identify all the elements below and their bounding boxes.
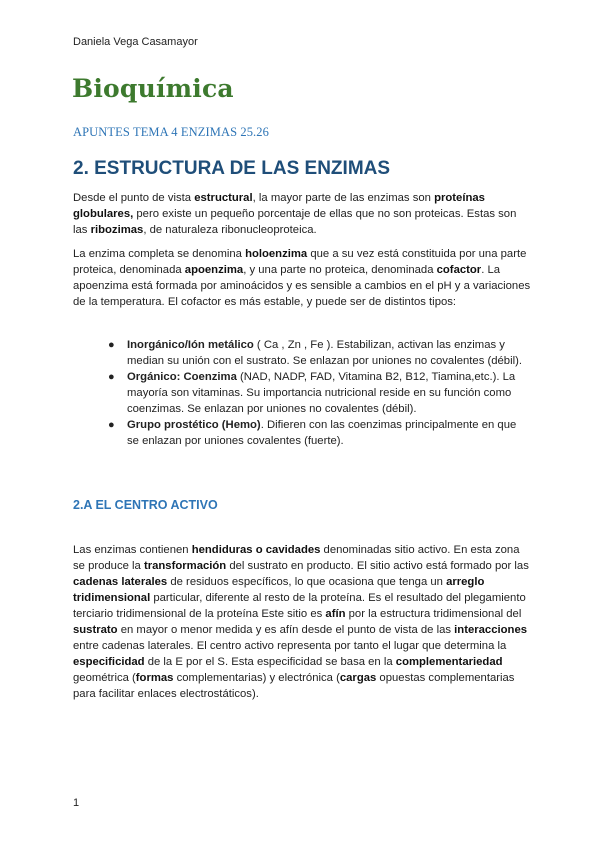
section-heading: 2. ESTRUCTURA DE LAS ENZIMAS <box>73 158 391 179</box>
text-run: denominadas sitio activo. En esta zona se produce la <box>73 544 520 573</box>
text-run: de la E por el S. Esta especificidad se basa en la <box>144 656 396 669</box>
text-run: . La apoenzima está formada por aminoácidos y es sensible a cambios en el pH y a variaciones de la temperatura. El cofactor es más estable, y puede ser de distintos tipos: <box>73 264 531 309</box>
bold-term: especificidad <box>73 656 145 669</box>
text-run: complementarias) y electrónica ( <box>173 672 340 685</box>
text-run: La enzima completa se denomina <box>73 248 246 261</box>
bold-term: proteínas globulares, <box>73 192 485 221</box>
text-run: de residuos específicos, lo que ocasiona que tenga un <box>167 576 447 589</box>
list-item-text <box>127 371 515 415</box>
paragraph-structure <box>73 190 533 238</box>
bold-term: complementariedad <box>395 656 503 669</box>
bold-term: transformación <box>143 560 227 573</box>
page-number: 1 <box>73 797 80 809</box>
text-run: , de naturaleza ribonucleoproteica. <box>143 224 317 237</box>
bold-term: Grupo prostético (Hemo) <box>127 419 261 431</box>
bold-term: cargas <box>339 672 377 685</box>
text-run: (NAD, NADP, FAD, Vitamina B2, B12, Tiamina,etc.). La mayoría son vitaminas. Su importancia nutricional reside en su función como coenzimas. Se enlazan por uniones no covalentes (débil). <box>127 371 516 415</box>
paragraph-active-site <box>73 542 533 702</box>
document-subtitle: APUNTES TEMA 4 ENZIMAS 25.26 <box>73 125 269 139</box>
text-run: opuestas complementarias para facilitar enlaces electrostáticos). <box>73 672 515 701</box>
text-run: ( Ca , Zn , Fe ). Estabilizan, activan las enzimas y median su unión con el sustrato. Se enlazan por uniones no covalentes (débil). <box>127 339 523 367</box>
subsection-heading: 2.A EL CENTRO ACTIVO <box>73 498 218 512</box>
bold-term: afín <box>325 608 346 621</box>
text-run: geométrica ( <box>73 672 136 685</box>
text-run: . Difieren con las coenzimas principalmente en que se enlazan por uniones covalentes (fuerte). <box>127 419 517 447</box>
text-run: Desde el punto de vista <box>73 192 195 205</box>
text-run: que a su vez está constituida por una parte proteica, denominada <box>73 248 527 277</box>
text-run: particular, diferente al resto de la proteína. Es el resultado del plegamiento terciario tridimensional de la proteína Este sitio es <box>73 592 526 621</box>
bold-term: Inorgánico/Ión metálico <box>127 339 254 351</box>
text-run: entre cadenas laterales. El centro activo representa por tanto el lugar que determina la <box>73 640 507 653</box>
bold-term: Orgánico: Coenzima <box>127 371 237 383</box>
list-item-text <box>127 339 522 367</box>
text-run: Las enzimas contienen <box>73 544 192 557</box>
bold-term: formas <box>135 672 174 685</box>
bold-term: holoenzima <box>245 248 308 261</box>
bullet-icon: ● <box>108 339 115 351</box>
bullet-icon: ● <box>108 419 115 431</box>
bold-term: apoenzima <box>184 264 244 277</box>
list-item <box>108 337 528 369</box>
bold-term: hendiduras o cavidades <box>191 544 321 557</box>
header-author: Daniela Vega Casamayor <box>73 36 198 48</box>
bullet-icon: ● <box>108 371 115 383</box>
bold-term: sustrato <box>73 624 118 637</box>
bold-term: cadenas laterales <box>73 576 168 589</box>
bold-term: cofactor <box>436 264 482 277</box>
list-item <box>108 417 528 449</box>
text-run: , y una parte no proteica, denominada <box>243 264 437 277</box>
bold-term: estructural <box>194 192 253 205</box>
text-run: por la estructura tridimensional del <box>345 608 522 621</box>
bold-term: arreglo tridimensional <box>73 576 485 605</box>
text-run: pero existe un pequeño porcentaje de ellas que no son proteicas. Estas son las <box>73 208 517 237</box>
list-item <box>108 369 528 417</box>
cofactor-list <box>108 337 528 449</box>
bold-term: interacciones <box>454 624 528 637</box>
text-run: del sustrato en producto. El sitio activo está formado por las <box>226 560 529 573</box>
bold-term: ribozimas <box>90 224 144 237</box>
paragraph-holoenzyme <box>73 246 533 310</box>
text-run: , la mayor parte de las enzimas son <box>252 192 435 205</box>
document-title: Bioquímica <box>72 74 234 103</box>
list-item-text <box>127 419 516 447</box>
text-run: en mayor o menor medida y es afín desde el punto de vista de las <box>117 624 455 637</box>
